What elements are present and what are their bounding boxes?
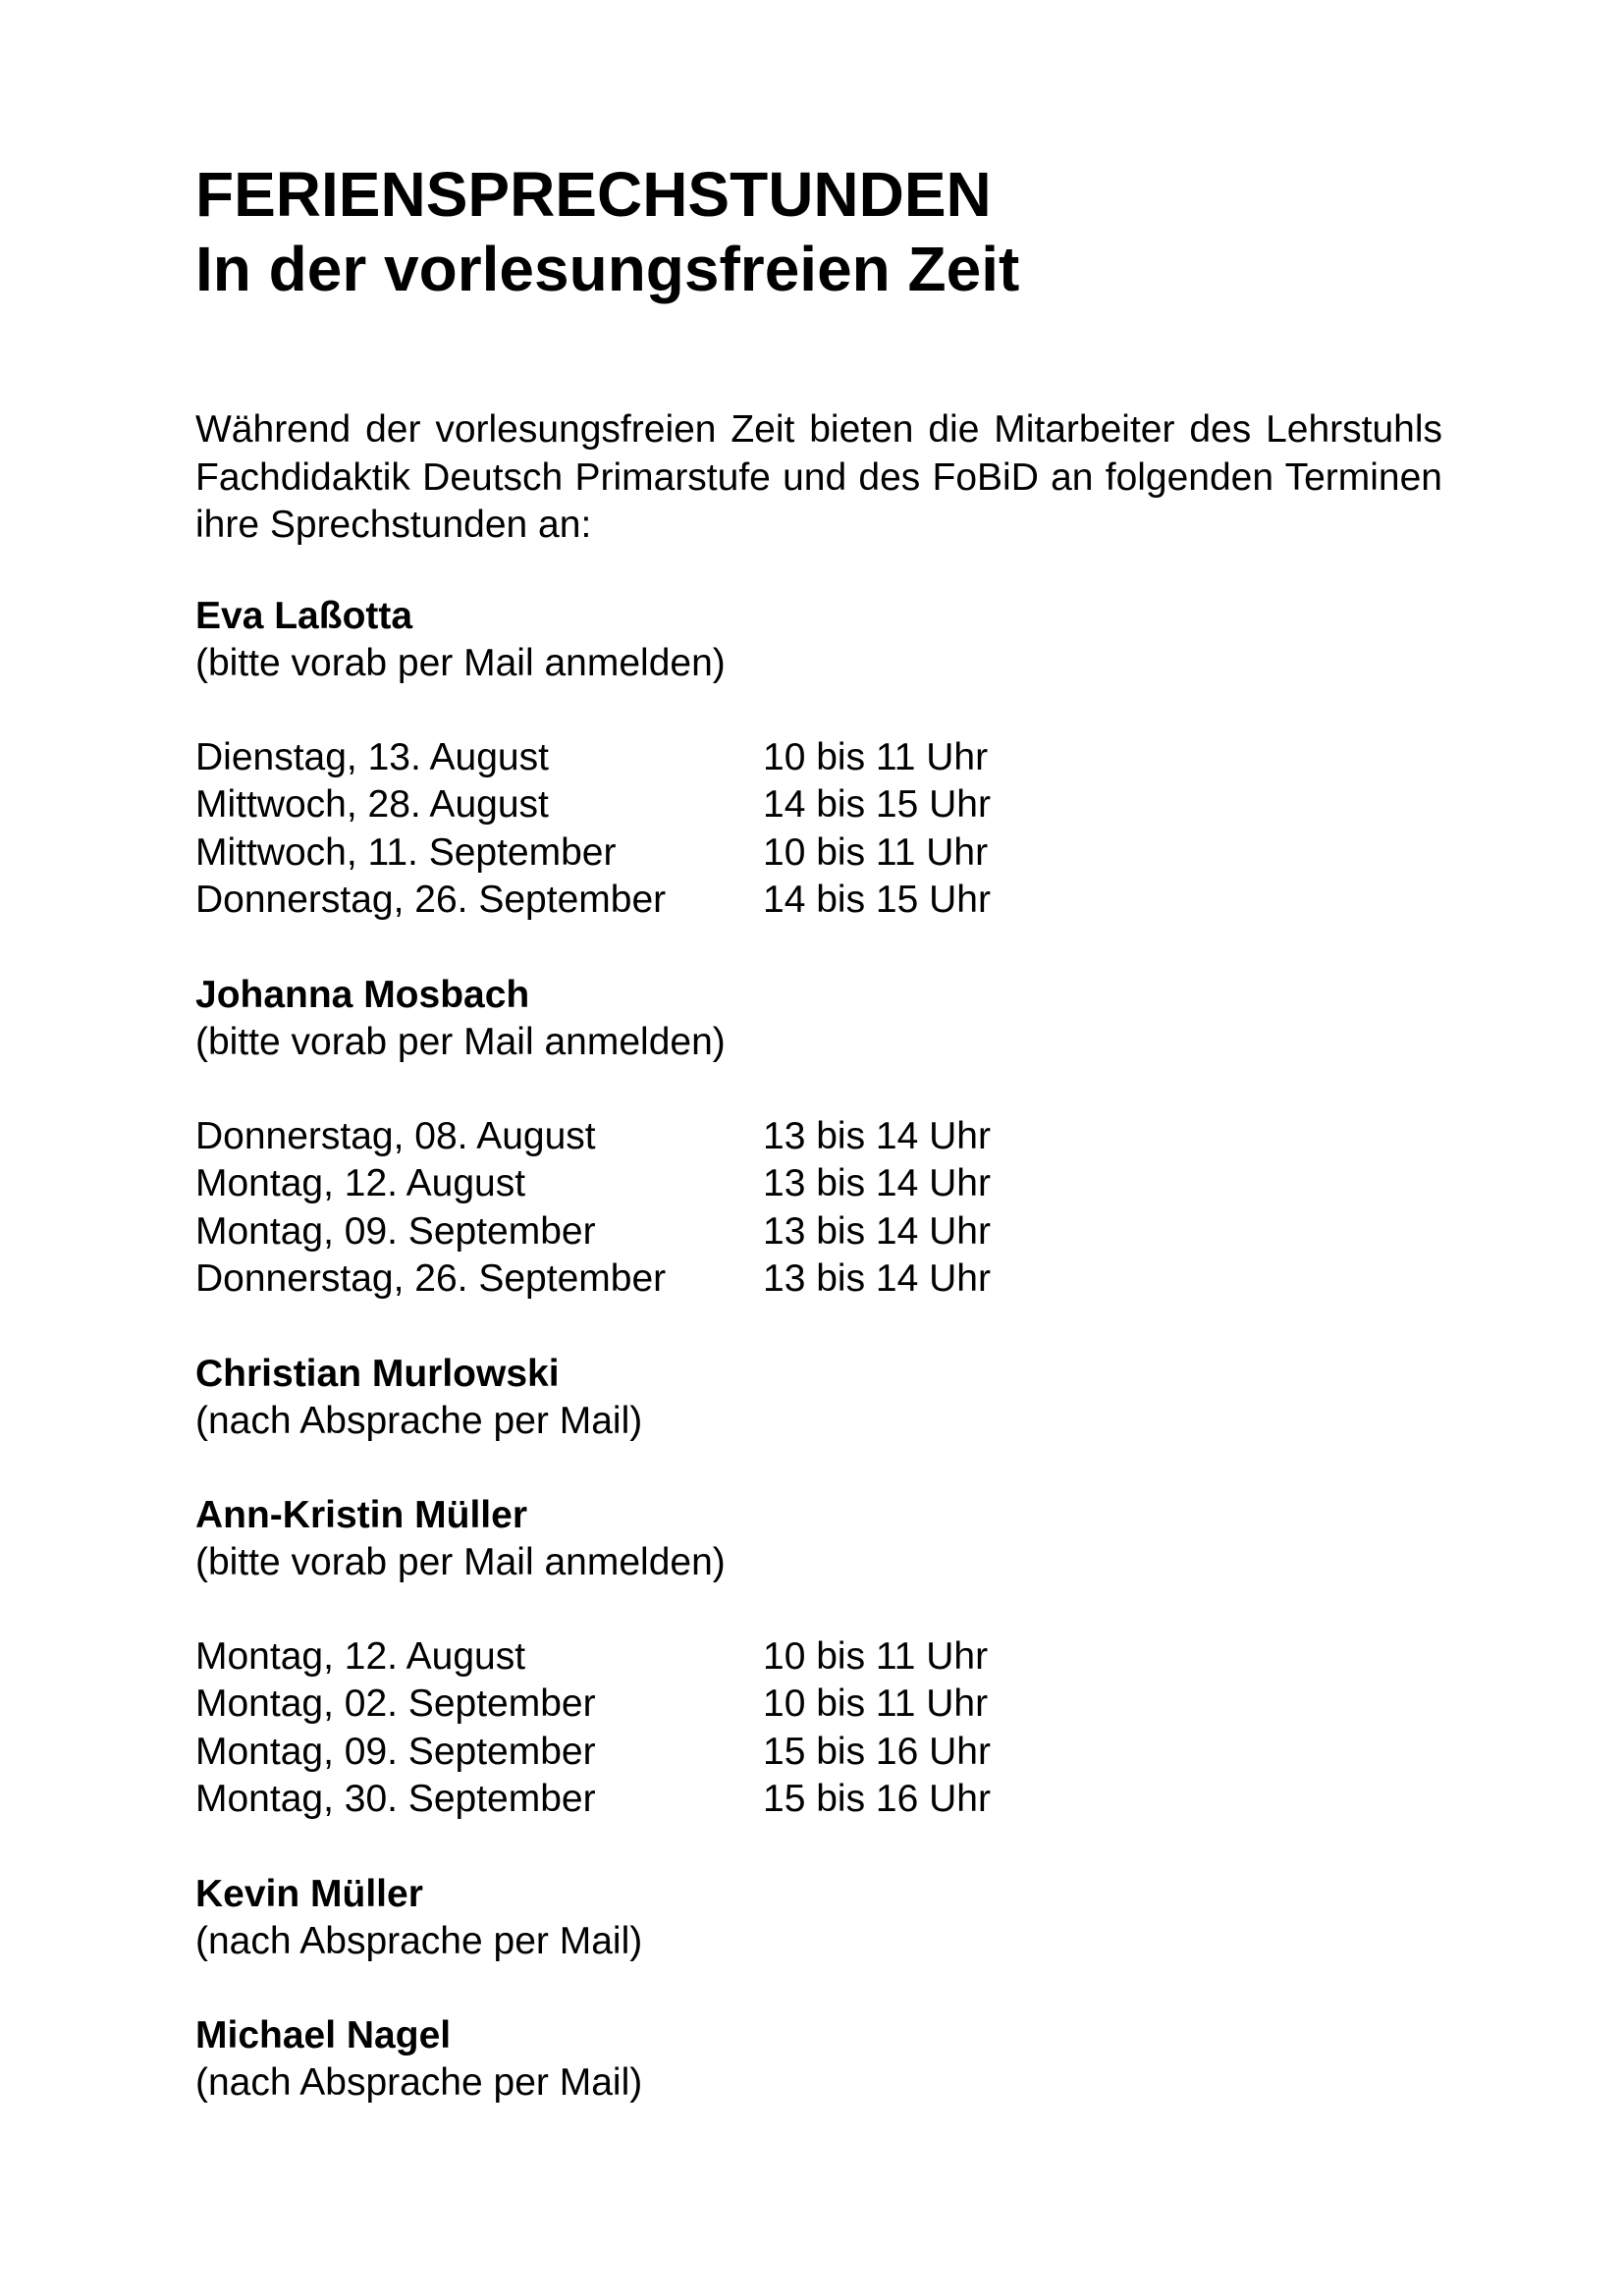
slot-time: 13 bis 14 Uhr <box>763 1162 991 1204</box>
person-name: Michael Nagel <box>195 2013 452 2056</box>
slot-date: Dienstag, 13. August <box>195 735 549 778</box>
slot-time: 13 bis 14 Uhr <box>763 1257 991 1300</box>
slot-row <box>195 1208 1442 1256</box>
slot-time: 10 bis 11 Uhr <box>763 1634 989 1678</box>
person-note: (nach Absprache per Mail) <box>195 2060 643 2104</box>
slot-date: Montag, 09. September <box>195 1730 596 1773</box>
slot-time: 14 bis 15 Uhr <box>763 783 991 826</box>
slot-date: Montag, 02. September <box>195 1682 596 1725</box>
person-name: Christian Murlowski <box>195 1352 560 1395</box>
page-title <box>195 157 1442 306</box>
slot-row <box>195 1113 1442 1161</box>
slot-date: Mittwoch, 11. September <box>195 830 617 874</box>
person-name: Ann-Kristin Müller <box>195 1493 527 1536</box>
slot-date: Montag, 12. August <box>195 1634 526 1678</box>
slot-row <box>195 1255 1442 1304</box>
slot-date: Mittwoch, 28. August <box>195 783 549 826</box>
slot-list <box>195 734 1442 925</box>
person-block <box>195 2012 1442 2107</box>
slot-time: 10 bis 11 Uhr <box>763 1682 989 1725</box>
slot-row <box>195 1776 1442 1824</box>
person-block <box>195 1871 1442 1965</box>
person-name: Johanna Mosbach <box>195 973 530 1016</box>
slot-row <box>195 1729 1442 1777</box>
person-note: (nach Absprache per Mail) <box>195 1399 643 1442</box>
title-line-2: In der vorlesungsfreien Zeit <box>195 234 1020 304</box>
slot-date: Montag, 30. September <box>195 1778 596 1820</box>
slot-time: 15 bis 16 Uhr <box>763 1778 991 1820</box>
slot-time: 10 bis 11 Uhr <box>763 735 989 778</box>
slot-date: Donnerstag, 26. September <box>195 1257 667 1300</box>
person-note: (nach Absprache per Mail) <box>195 1919 643 1962</box>
slot-row <box>195 829 1442 878</box>
person-block <box>195 1492 1442 1824</box>
person-note: (bitte vorab per Mail anmelden) <box>195 641 726 684</box>
slot-date: Donnerstag, 08. August <box>195 1114 596 1157</box>
person-block <box>195 1351 1442 1445</box>
slot-time: 14 bis 15 Uhr <box>763 879 991 921</box>
slot-list <box>195 1633 1442 1824</box>
slot-time: 15 bis 16 Uhr <box>763 1730 991 1773</box>
person-block <box>195 593 1442 925</box>
slot-row <box>195 781 1442 829</box>
person-block <box>195 972 1442 1304</box>
slot-date: Montag, 12. August <box>195 1162 526 1204</box>
slot-row <box>195 1681 1442 1729</box>
slot-list <box>195 1113 1442 1304</box>
slot-date: Donnerstag, 26. September <box>195 879 667 921</box>
slot-row <box>195 1160 1442 1208</box>
slot-row <box>195 1633 1442 1682</box>
title-line-1: FERIENSPRECHSTUNDEN <box>195 159 992 230</box>
slot-row <box>195 877 1442 925</box>
person-name: Kevin Müller <box>195 1872 423 1915</box>
slot-date: Montag, 09. September <box>195 1209 596 1253</box>
slot-row <box>195 734 1442 782</box>
person-name: Eva Laßotta <box>195 594 413 637</box>
slot-time: 10 bis 11 Uhr <box>763 830 989 874</box>
person-note: (bitte vorab per Mail anmelden) <box>195 1540 726 1583</box>
slot-time: 13 bis 14 Uhr <box>763 1209 991 1253</box>
person-note: (bitte vorab per Mail anmelden) <box>195 1020 726 1063</box>
slot-time: 13 bis 14 Uhr <box>763 1114 991 1157</box>
intro-paragraph: Während der vorlesungsfreien Zeit bieten die Mitarbeiter des Lehrstuhls Fachdidaktik Deutsch Primarstufe und des FoBiD an folgenden Terminen ihre Sprechstunden an: <box>195 408 1442 546</box>
document-page <box>195 157 1442 2107</box>
